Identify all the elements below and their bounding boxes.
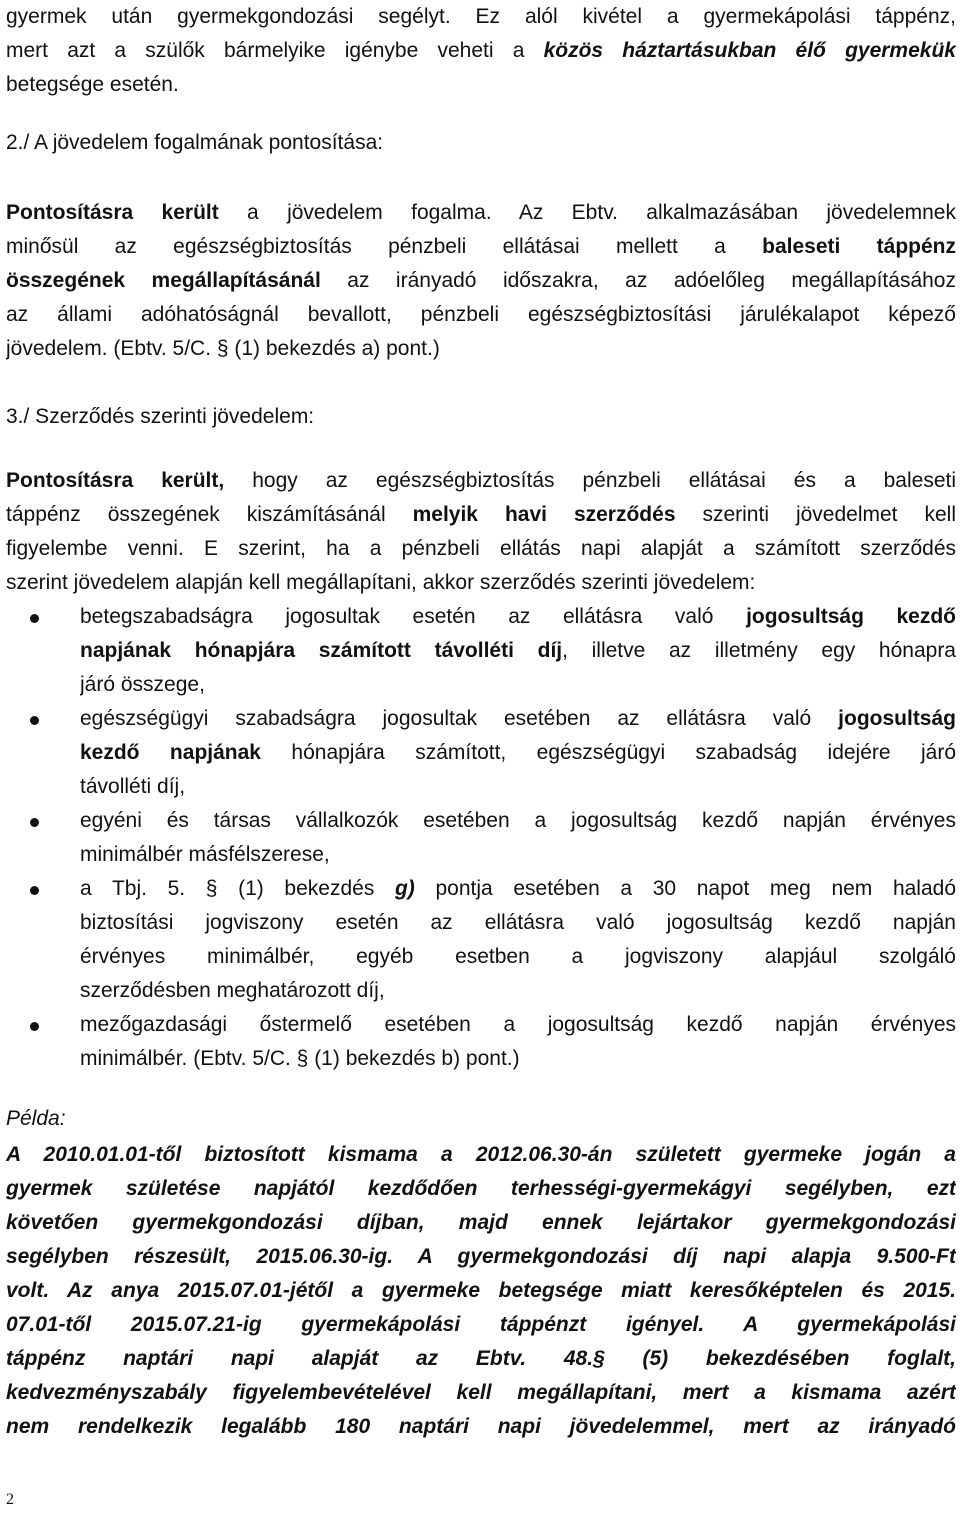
heading-text: Példa: [6,1107,66,1130]
text: szerinti jövedelmet kell [675,503,956,526]
bullet-4-line-1 [80,872,956,906]
bold-text: jogosultság [838,707,956,730]
bold-text: baleseti táppénz [762,235,956,258]
text: hogy az egészségbiztosítás pénzbeli ellátásai és a baleseti [224,469,956,492]
emphasis-text: g) [394,877,415,900]
bullet-icon [30,614,39,623]
text: biztosítási jogviszony esetén az ellátásra való jogosultság kezdő napján [80,911,956,934]
section-3-line-4 [6,566,956,600]
section-2-heading [6,126,956,160]
bullet-4-line-3 [80,940,956,974]
text: az irányadó időszakra, az adóelőleg megállapításához [320,269,956,292]
example-line-3: követően gyermekgondozási díjban, majd ennek lejártakor gyermekgondozási [6,1211,956,1234]
bold-text: melyik havi szerződés [412,503,676,526]
bold-text: Pontosításra került, [6,469,225,492]
section-3-line-2 [6,498,956,532]
text: pontja esetében a 30 napot meg nem haladó [414,877,956,900]
section-2-line-5 [6,332,956,366]
bullet-icon [30,886,39,895]
intro-line-3 [6,68,956,102]
section-3-heading [6,400,956,434]
text: járó összege, [80,673,205,696]
bullet-2-line-2 [80,736,956,770]
text: figyelembe venni. E szerint, ha a pénzbeli ellátás napi alapját a számított szerződés [6,537,956,560]
bold-text: jogosultság kezdő [746,605,956,628]
example-line-2: gyermek születése napjától kezdődően terhességi-gyermekágyi segélyben, ezt [6,1177,956,1200]
bullet-2-line-3 [80,770,956,804]
bold-text: kezdő napjának [80,741,261,764]
heading-text: 2./ A jövedelem fogalmának pontosítása: [6,131,384,154]
text: a jövedelem fogalma. Az Ebtv. alkalmazásában jövedelemnek [218,201,956,224]
emphasis-text: közös háztartásukban élő gyermekük [543,39,956,62]
text: egészségügyi szabadságra jogosultak esetében az ellátásra való [80,707,839,730]
section-3-line-3 [6,532,956,566]
text: mert azt a szülők bármelyike igénybe veheti a [6,39,544,62]
bullet-3-line-2 [80,838,956,872]
example-line-8: kedvezményszabály figyelembevételével kell megállapítani, mert a kismama azért [6,1381,956,1404]
heading-text: 3./ Szerződés szerinti jövedelem: [6,405,315,428]
example-line-1: A 2010.01.01-től biztosított kismama a 2012.06.30-án született gyermeke jogán a [6,1143,956,1166]
intro-line-1 [6,0,956,34]
section-2-line-2 [6,230,956,264]
bullet-3-line-1 [80,804,956,838]
bold-text: Pontosításra került [6,201,219,224]
example-line-5: volt. Az anya 2015.07.01-jétől a gyermeke betegsége miatt keresőképtelen és 2015. [6,1279,956,1302]
text: táppénz összegének kiszámításánál [6,503,413,526]
bold-text: összegének megállapításánál [6,269,321,292]
text: betegsége esetén. [6,73,179,96]
bullet-1-line-3 [80,668,956,702]
text: szerződésben meghatározott díj, [80,979,385,1002]
section-2-line-3 [6,264,956,298]
text: minősül az egészségbiztosítás pénzbeli ellátásai mellett a [6,235,763,258]
text: hónapjára számított, egészségügyi szabadság idejére járó [260,741,956,764]
text: minimálbér másfélszerese, [80,843,330,866]
bullet-4-line-2 [80,906,956,940]
text: minimálbér. (Ebtv. 5/C. § (1) bekezdés b) pont.) [80,1047,520,1070]
text: egyéni és társas vállalkozók esetében a jogosultság kezdő napján érvényes [80,809,956,832]
text: távolléti díj, [80,775,186,798]
bullet-1-line-2 [80,634,956,668]
text: jövedelem. (Ebtv. 5/C. § (1) bekezdés a) pont.) [6,337,440,360]
text: gyermek után gyermekgondozási segélyt. Ez alól kivétel a gyermekápolási táppénz, [6,5,956,28]
bullet-icon [30,818,39,827]
bullet-icon [30,716,39,725]
section-3-line-1 [6,464,956,498]
text: betegszabadságra jogosultak esetén az ellátásra való [80,605,747,628]
example-line-6: 07.01-től 2015.07.21-ig gyermekápolási táppénzt igényel. A gyermekápolási [6,1313,956,1336]
text: az állami adóhatóságnál bevallott, pénzbeli egészségbiztosítási járulékalapot képező [6,303,956,326]
intro-line-2 [6,34,956,68]
section-2-line-4 [6,298,956,332]
example-line-4: segélyben részesült, 2015.06.30-ig. A gyermekgondozási díj napi alapja 9.500-Ft [6,1245,956,1268]
bold-text: napjának hónapjára számított távolléti díj [80,639,563,662]
bullet-5-line-1 [80,1008,956,1042]
bullet-icon [30,1022,39,1031]
text: érvényes minimálbér, egyéb esetben a jogviszony alapjául szolgáló [80,945,956,968]
example-line-9: nem rendelkezik legalább 180 naptári napi jövedelemmel, mert az irányadó [6,1415,956,1438]
text: szerint jövedelem alapján kell megállapítani, akkor szerződés szerinti jövedelem: [6,571,756,594]
text: , illetve az illetmény egy hónapra [562,639,956,662]
text: a Tbj. 5. § (1) bekezdés [80,877,395,900]
example-heading [6,1102,956,1136]
bullet-1-line-1 [80,600,956,634]
page-number: 2 [6,1491,14,1508]
bullet-2-line-1 [80,702,956,736]
text: mezőgazdasági őstermelő esetében a jogosultság kezdő napján érvényes [80,1013,956,1036]
bullet-5-line-2 [80,1042,956,1076]
bullet-4-line-4 [80,974,956,1008]
section-2-line-1 [6,196,956,230]
example-line-7: táppénz naptári napi alapját az Ebtv. 48.§ (5) bekezdésében foglalt, [6,1347,956,1370]
